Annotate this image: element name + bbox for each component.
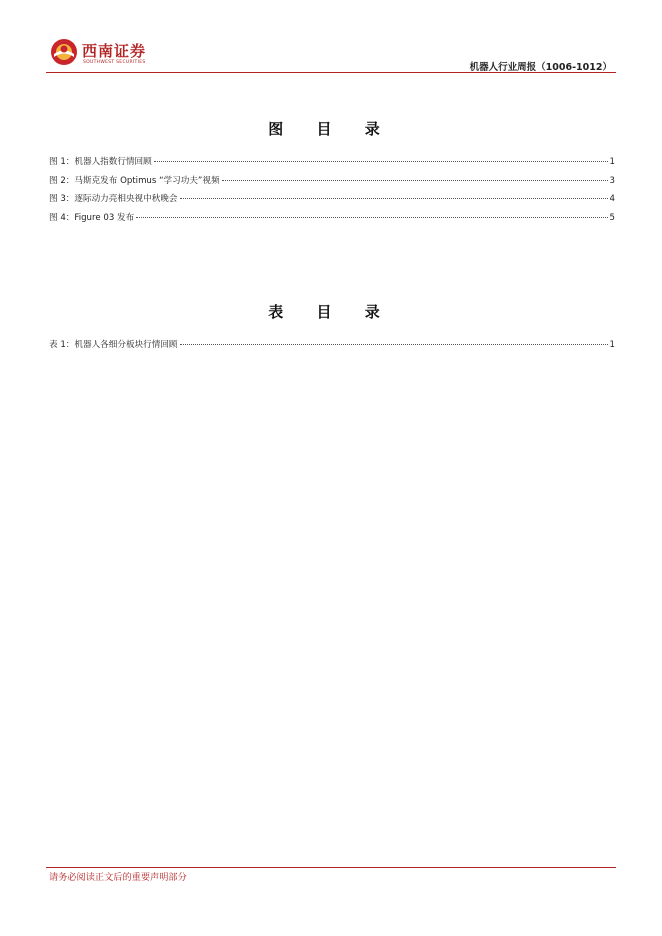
toc-entry-figure-2[interactable] <box>49 174 615 193</box>
header-divider <box>46 72 616 73</box>
toc-entry-page: 3 <box>609 175 615 186</box>
table-toc-list <box>49 338 615 357</box>
dot-leader <box>222 180 608 181</box>
dot-leader <box>180 344 608 345</box>
toc-entry-table-1[interactable] <box>49 338 615 357</box>
toc-entry-page: 5 <box>609 212 615 223</box>
dot-leader <box>180 198 608 199</box>
table-toc-heading: 表 目 录 <box>268 303 394 321</box>
toc-entry-label: 图 4：Figure 03 发布 <box>49 212 135 223</box>
toc-entry-figure-3[interactable] <box>49 192 615 211</box>
company-logo <box>50 38 146 68</box>
logo-emblem-icon <box>50 38 78 66</box>
toc-entry-label: 图 1：机器人指数行情回顾 <box>49 157 152 167</box>
figure-toc-list <box>49 155 615 229</box>
toc-entry-label: 图 2：马斯克发布 Optimus “学习功夫”视频 <box>49 175 220 186</box>
report-title: 机器人行业周报（1006-1012） <box>469 62 612 73</box>
dot-leader <box>136 217 607 218</box>
dot-leader <box>154 161 608 162</box>
toc-entry-label: 表 1：机器人各细分板块行情回顾 <box>49 340 178 350</box>
toc-entry-page: 1 <box>609 340 615 350</box>
logo-subtext: SOUTHWEST SECURITIES <box>83 60 146 65</box>
footer-disclaimer: 请务必阅读正文后的重要声明部分 <box>49 872 187 883</box>
toc-entry-page: 4 <box>609 194 615 204</box>
toc-entry-figure-4[interactable] <box>49 211 615 230</box>
toc-entry-label: 图 3：逐际动力亮相央视中秋晚会 <box>49 194 178 204</box>
figure-toc-heading: 图 目 录 <box>268 120 394 138</box>
footer-divider <box>46 867 616 868</box>
logo-name: 西南证券 <box>82 42 147 60</box>
toc-entry-page: 1 <box>609 157 615 167</box>
toc-entry-figure-1[interactable] <box>49 155 615 174</box>
page-header <box>46 36 616 74</box>
